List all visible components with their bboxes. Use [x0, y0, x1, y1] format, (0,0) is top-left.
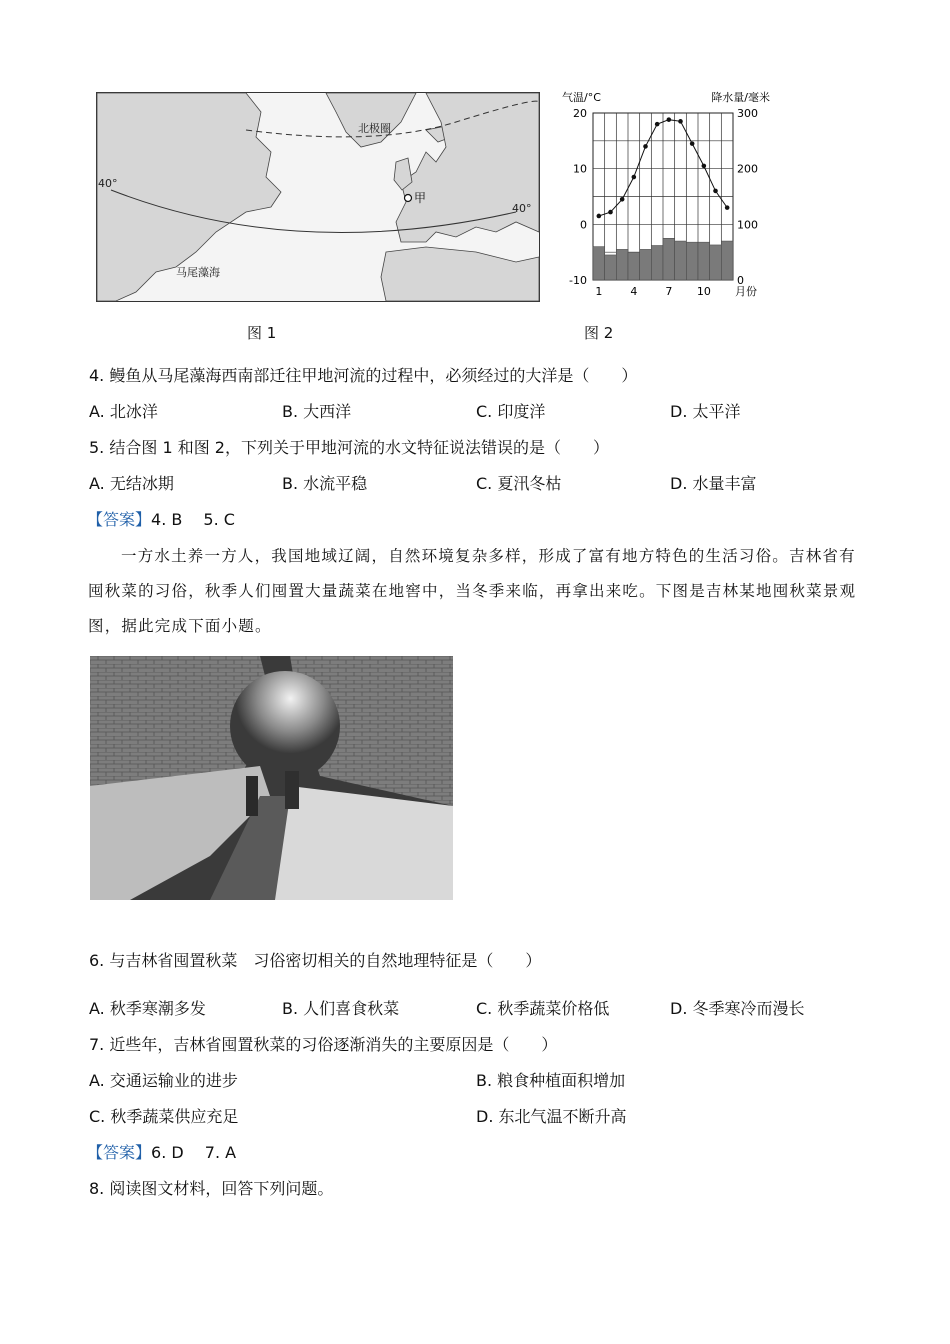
q4-option-c[interactable]: C. 印度洋: [476, 402, 546, 421]
figure2-climate-chart: [560, 88, 770, 310]
q6-option-d[interactable]: D. 冬季寒冷而漫长: [670, 999, 805, 1018]
q6-option-a[interactable]: A. 秋季寒潮多发: [89, 999, 206, 1018]
q6-option-b[interactable]: B. 人们喜食秋菜: [282, 999, 400, 1018]
cellar-photo-svg: [90, 656, 453, 900]
x-axis-unit: 月份: [735, 285, 757, 298]
temperature-point: [597, 214, 602, 219]
temperature-point: [725, 205, 730, 210]
precip-bar: [593, 247, 605, 280]
q5-option-c[interactable]: C. 夏汛冬枯: [476, 474, 562, 493]
precip-bar: [605, 255, 617, 280]
lat-right-label: 40°: [512, 202, 532, 215]
worker-figure-2: [285, 771, 299, 809]
precip-bar: [640, 249, 652, 280]
tunnel-light: [230, 671, 340, 781]
precip-bar: [698, 242, 710, 280]
temperature-point: [667, 117, 672, 122]
precip-bar: [616, 249, 628, 280]
map-svg: [96, 92, 540, 302]
temperature-point: [655, 122, 660, 127]
precip-bar: [675, 241, 687, 280]
q5-option-b[interactable]: B. 水流平稳: [282, 474, 368, 493]
answer-block-2: [87, 1143, 236, 1163]
right-tick-label: 0: [737, 274, 744, 287]
precip-bar: [628, 252, 640, 280]
temperature-point: [690, 141, 695, 146]
precip-bar: [651, 245, 663, 280]
temperature-point: [643, 144, 648, 149]
x-tick-label: 4: [630, 285, 638, 298]
answer-text: 4. B 5. C: [151, 510, 235, 529]
temperature-point: [713, 189, 718, 194]
x-tick-label: 1: [595, 285, 603, 298]
right-tick-label: 300: [737, 107, 758, 120]
answer-tag: 【答案】: [87, 510, 152, 529]
question-5-stem: 5. 结合图 1 和图 2，下列关于甲地河流的水文特征说法错误的是（ ）: [89, 438, 609, 457]
passage-line-3: 图，据此完成下面小题。: [88, 617, 272, 635]
answer-tag: 【答案】: [87, 1143, 152, 1162]
left-tick-label: 0: [580, 218, 587, 232]
q4-option-d[interactable]: D. 太平洋: [670, 402, 741, 421]
left-tick-label: -10: [569, 274, 587, 287]
left-tick-label: 20: [573, 107, 587, 120]
right-axis-label: 降水量/毫米: [711, 91, 770, 104]
x-tick-label: 10: [696, 285, 711, 298]
q5-option-a[interactable]: A. 无结冰期: [89, 474, 174, 493]
question-6-stem: 6. 与吉林省囤置秋菜 习俗密切相关的自然地理特征是（ ）: [89, 951, 542, 970]
temperature-point: [620, 197, 625, 202]
right-tick-label: 100: [737, 218, 758, 232]
arctic-circle-label: 北极圈: [358, 122, 391, 135]
x-tick-label: 7: [665, 285, 673, 298]
place-jia-label: 甲: [414, 191, 427, 205]
q4-option-a[interactable]: A. 北冰洋: [89, 402, 158, 421]
precip-bar: [686, 242, 698, 280]
passage-line-1: 一方水土养一方人，我国地域辽阔，自然环境复杂多样，形成了富有地方特色的生活习俗。吉林省有: [121, 547, 856, 565]
figure2-caption: 图 2: [584, 324, 614, 342]
q7-option-b[interactable]: B. 粮食种植面积增加: [476, 1071, 626, 1090]
lat-left-label: 40°: [98, 177, 118, 190]
left-axis-label: 气温/°C: [562, 91, 601, 104]
sargasso-label: 马尾藻海: [176, 266, 220, 279]
q7-option-c[interactable]: C. 秋季蔬菜供应充足: [89, 1107, 239, 1126]
figure1-map: [96, 92, 540, 302]
question-8-stem: 8. 阅读图文材料，回答下列问题。: [89, 1179, 334, 1198]
precip-bar: [721, 241, 733, 280]
q6-option-c[interactable]: C. 秋季蔬菜价格低: [476, 999, 610, 1018]
temperature-point: [702, 164, 707, 169]
place-jia-marker: [405, 195, 412, 202]
precip-bar: [710, 245, 722, 280]
temperature-point: [632, 175, 637, 180]
q7-option-d[interactable]: D. 东北气温不断升高: [476, 1107, 627, 1126]
worker-figure-1: [246, 776, 258, 816]
left-tick-label: 10: [573, 162, 587, 176]
precip-bar: [663, 238, 675, 280]
climate-chart-svg: [560, 88, 770, 310]
question-4-stem: 4. 鳗鱼从马尾藻海西南部迁往甲地河流的过程中，必须经过的大洋是（ ）: [89, 366, 638, 385]
figure1-caption: 图 1: [247, 324, 277, 342]
temperature-point: [608, 210, 613, 215]
q4-option-b[interactable]: B. 大西洋: [282, 402, 352, 421]
cellar-photo: [90, 656, 453, 900]
q7-option-a[interactable]: A. 交通运输业的进步: [89, 1071, 238, 1090]
temperature-point: [678, 119, 683, 124]
answer-block-1: [87, 510, 235, 530]
question-7-stem: 7. 近些年，吉林省囤置秋菜的习俗逐渐消失的主要原因是（ ）: [89, 1035, 558, 1054]
passage-line-2: 囤秋菜的习俗，秋季人们囤置大量蔬菜在地窖中，当冬季来临，再拿出来吃。下图是吉林某地囤秋菜景观: [88, 582, 857, 600]
answer-text: 6. D 7. A: [151, 1143, 237, 1162]
q5-option-d[interactable]: D. 水量丰富: [670, 474, 757, 493]
right-tick-label: 200: [737, 162, 758, 176]
